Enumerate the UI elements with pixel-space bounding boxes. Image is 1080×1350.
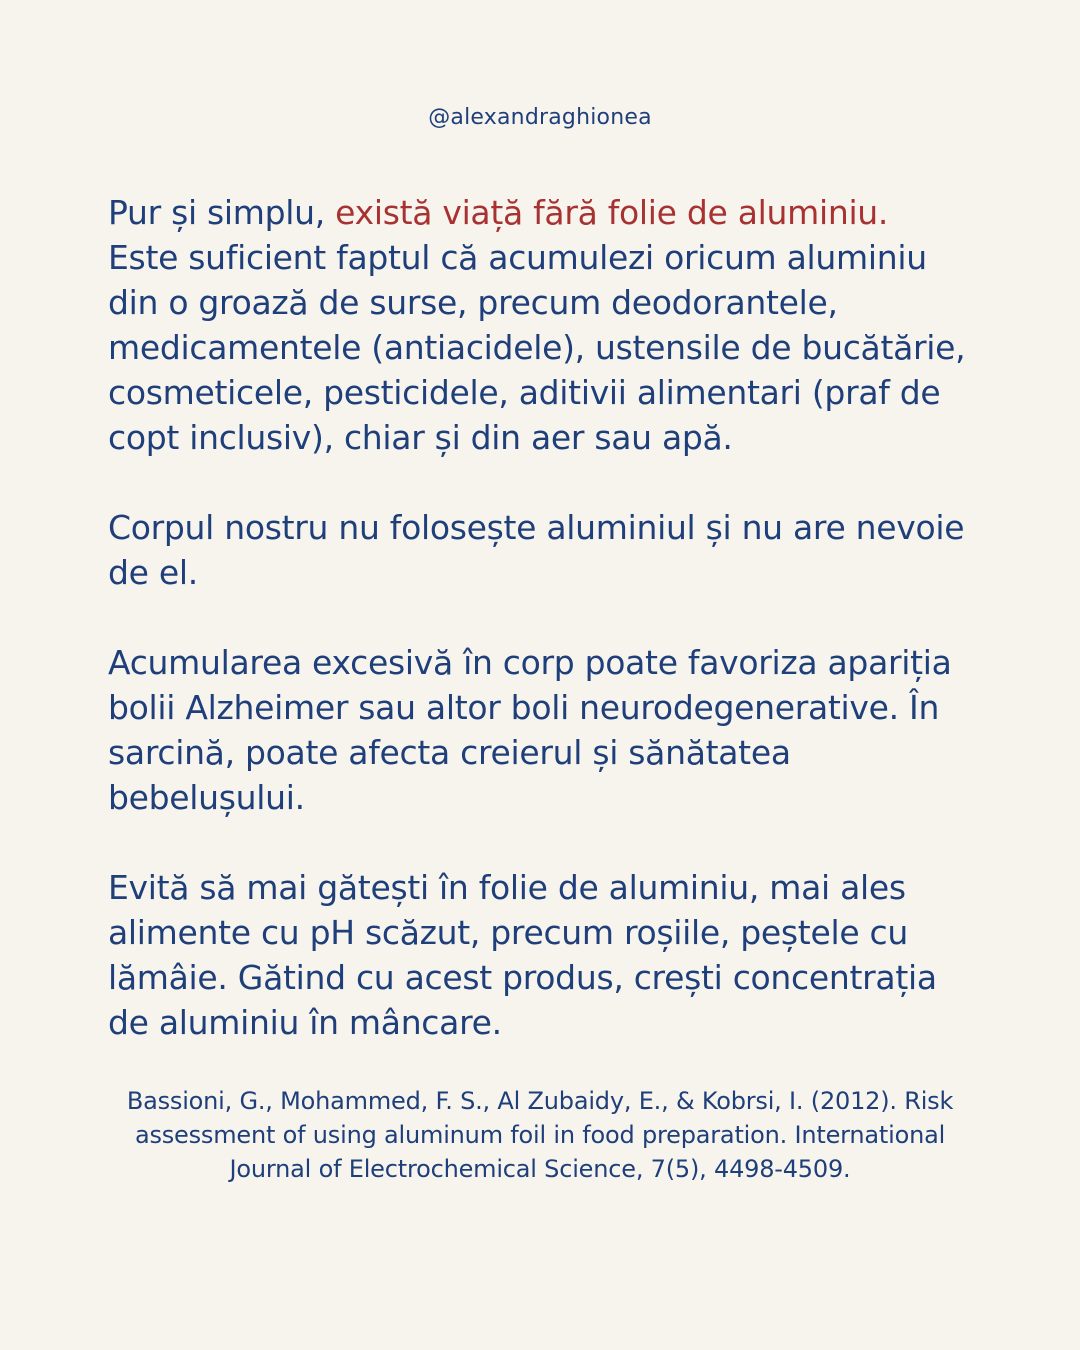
- paragraph-health-risk: Acumularea excesivă în corp poate favoriza apariția bolii Alzheimer sau altor boli neurodegenerative. În sarcină, poate afecta creierul și sănătatea bebelușului.: [108, 643, 952, 817]
- paragraph-body-use: Corpul nostru nu folosește aluminiul și nu are nevoie de el.: [108, 508, 965, 592]
- intro-start: Pur și simplu,: [108, 193, 336, 232]
- paragraph-advice: Evită să mai gătești în folie de aluminiu, mai ales alimente cu pH scăzut, precum roșiile, peștele cu lămâie. Gătind cu acest produs, crești concentrația de aluminiu în mâncare.: [108, 868, 937, 1042]
- article-body: [108, 190, 968, 1045]
- reference-citation: Bassioni, G., Mohammed, F. S., Al Zubaidy, E., & Kobrsi, I. (2012). Risk assessment of using aluminum foil in food preparation. International Journal of Electrochemical Science, 7(5), 4498-4509.: [126, 1087, 954, 1183]
- author-handle: @alexandraghionea: [428, 105, 652, 130]
- paragraph-intro: [108, 190, 968, 460]
- intro-rest: Este suficient faptul că acumulezi oricum aluminiu din o groază de surse, precum deodorantele, medicamentele (antiacidele), ustensile de bucătărie, cosmeticele, pesticidele, aditivii alimentari (praf de copt inclusiv), chiar și din aer sau apă.: [108, 238, 966, 457]
- highlight-phrase: există viață fără folie de aluminiu.: [335, 193, 889, 232]
